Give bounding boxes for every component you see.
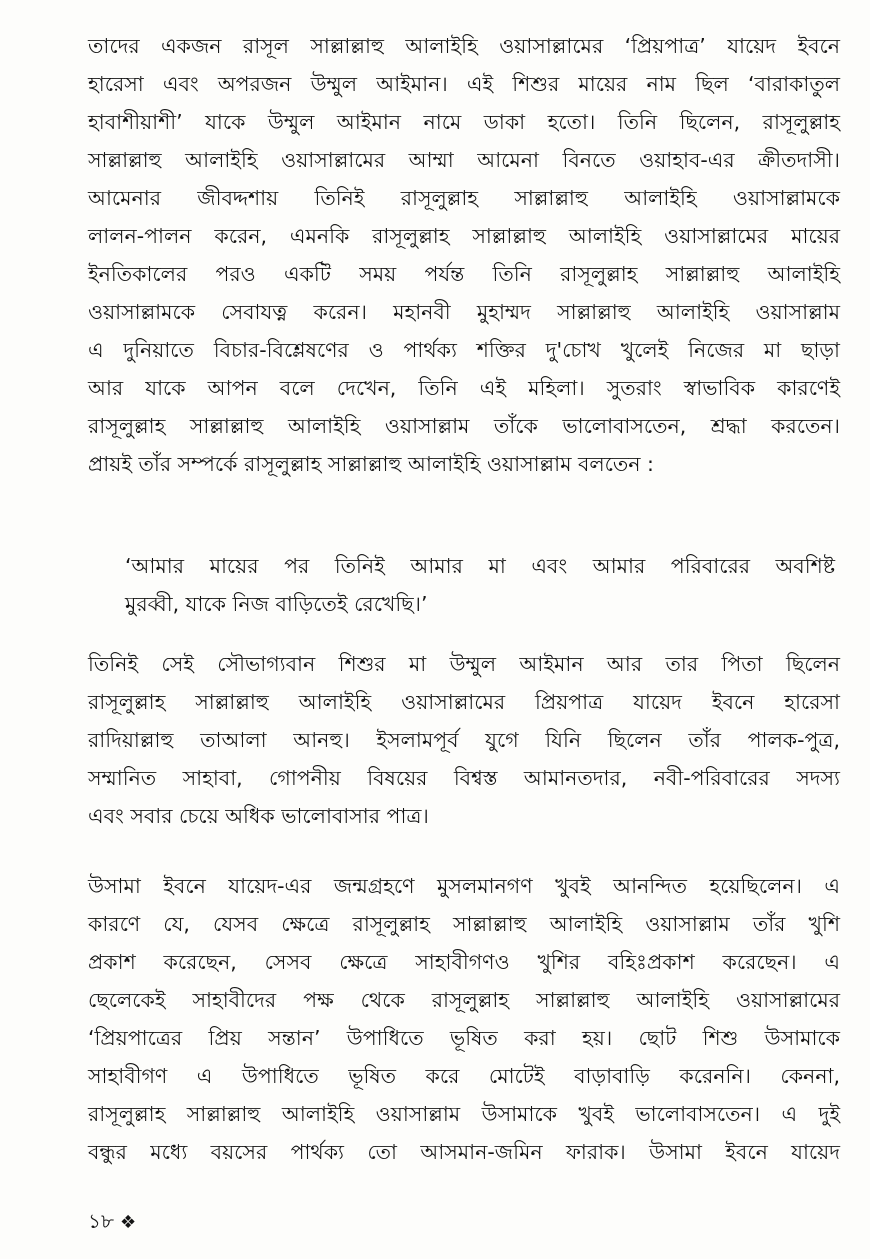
text-line: হারেসা এবং অপরজন উম্মুল আইমান। এই শিশুর মায়ের নাম ছিল ‘বারাকাতুল (88, 72, 840, 96)
text-line: ছেলেকেই সাহাবীদের পক্ষ থেকে রাসূলুল্লাহ সাল্লাল্লাহু আলাইহি ওয়াসাল্লামের (88, 988, 840, 1012)
text-line: প্রায়ই তাঁর সম্পর্কে রাসূলুল্লাহ সাল্লাল্লাহু আলাইহি ওয়াসাল্লাম বলতেন : (88, 452, 654, 476)
text-line: সম্মানিত সাহাবা, গোপনীয় বিষয়ের বিশ্বস্ত আমানতদার, নবী-পরিবারের সদস্য (88, 766, 840, 790)
text-line: রাদিয়াল্লাহু তাআলা আনহু। ইসলামপূর্ব যুগে যিনি ছিলেন তাঁর পালক-পুত্র, (88, 728, 840, 752)
text-line: সাহাবীগণ এ উপাধিতে ভূষিত করে মোটেই বাড়াবাড়ি করেননি। কেননা, (88, 1064, 840, 1088)
quote-line: মুরব্বী, যাকে নিজ বাড়িতেই রেখেছি।’ (125, 592, 428, 616)
text-line: রাসূলুল্লাহ সাল্লাল্লাহু আলাইহি ওয়াসাল্লাম উসামাকে খুবই ভালোবাসতেন। এ দুই (88, 1102, 840, 1126)
text-line: কারণে যে, যেসব ক্ষেত্রে রাসূলুল্লাহ সাল্লাল্লাহু আলাইহি ওয়াসাল্লাম তাঁর খুশি (88, 912, 840, 936)
text-line: এ দুনিয়াতে বিচার-বিশ্লেষণের ও পার্থক্য শক্তির দু'চোখ খুলেই নিজের মা ছাড়া (88, 338, 840, 362)
text-line: ‘প্রিয়পাত্রের প্রিয় সন্তান’ উপাধিতে ভূষিত করা হয়। ছোট শিশু উসামাকে (88, 1026, 840, 1050)
text-line: হাবাশীয়াশী’ যাকে উম্মুল আইমান নামে ডাকা হতো। তিনি ছিলেন, রাসূলুল্লাহ (88, 110, 840, 134)
text-line: তাদের একজন রাসূল সাল্লাল্লাহু আলাইহি ওয়াসাল্লামের ‘প্রিয়পাত্র’ যায়েদ ইবনে (88, 34, 840, 58)
text-line: বন্ধুর মধ্যে বয়সের পার্থক্য তো আসমান-জমিন ফারাক। উসামা ইবনে যায়েদ (88, 1140, 840, 1164)
page-number: ১৮ (88, 1209, 114, 1233)
ornament-icon: ❖ (119, 1212, 137, 1233)
text-line: আর যাকে আপন বলে দেখেন, তিনি এই মহিলা। সুতরাং স্বাভাবিক কারণেই (88, 376, 840, 400)
text-line: ইনতিকালের পরও একটি সময় পর্যন্ত তিনি রাসূলুল্লাহ সাল্লাল্লাহু আলাইহি (88, 262, 840, 286)
quote-line: ‘আমার মায়ের পর তিনিই আমার মা এবং আমার পরিবারের অবশিষ্ট (125, 554, 835, 578)
page-footer (88, 1207, 136, 1237)
text-line: ওয়াসাল্লামকে সেবাযত্ন করেন। মহানবী মুহাম্মদ সাল্লাল্লাহু আলাইহি ওয়াসাল্লাম (88, 300, 840, 324)
text-line: উসামা ইবনে যায়েদ-এর জন্মগ্রহণে মুসলমানগণ খুবই আনন্দিত হয়েছিলেন। এ (88, 874, 840, 898)
text-line: রাসূলুল্লাহ সাল্লাল্লাহু আলাইহি ওয়াসাল্লাম তাঁকে ভালোবাসতেন, শ্রদ্ধা করতেন। (88, 414, 840, 438)
text-line: প্রকাশ করেছেন, সেসব ক্ষেত্রে সাহাবীগণও খুশির বহিঃপ্রকাশ করেছেন। এ (88, 950, 840, 974)
text-line: তিনিই সেই সৌভাগ্যবান শিশুর মা উম্মুল আইমান আর তার পিতা ছিলেন (88, 652, 840, 676)
text-line: রাসূলুল্লাহ সাল্লাল্লাহু আলাইহি ওয়াসাল্লামের প্রিয়পাত্র যায়েদ ইবনে হারেসা (88, 690, 840, 714)
text-line: সাল্লাল্লাহু আলাইহি ওয়াসাল্লামের আম্মা আমেনা বিনতে ওয়াহাব-এর ক্রীতদাসী। (88, 148, 840, 172)
text-line: এবং সবার চেয়ে অধিক ভালোবাসার পাত্র। (88, 804, 429, 828)
text-line: লালন-পালন করেন, এমনকি রাসূলুল্লাহ সাল্লাল্লাহু আলাইহি ওয়াসাল্লামের মায়ের (88, 224, 840, 248)
text-line: আমেনার জীবদ্দশায় তিনিই রাসূলুল্লাহ সাল্লাল্লাহু আলাইহি ওয়াসাল্লামকে (88, 186, 840, 210)
